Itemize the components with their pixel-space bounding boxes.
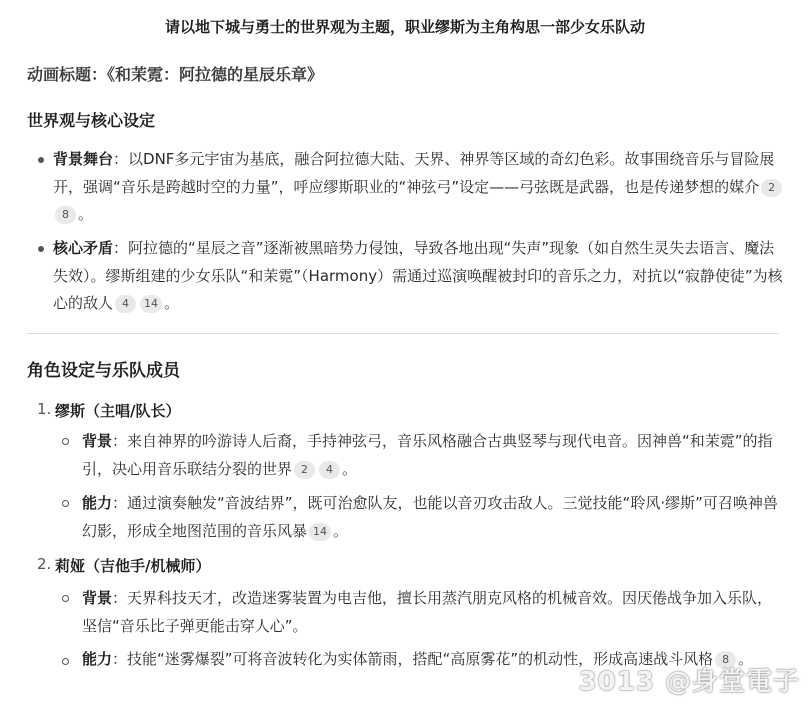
- citation-badge[interactable]: 14: [140, 295, 162, 313]
- bullet-dot-icon: [38, 246, 44, 252]
- world-bullet-conflict: [53, 235, 788, 318]
- citation-badge[interactable]: 14: [309, 523, 331, 541]
- member-detail: [82, 585, 782, 640]
- user-prompt: 请以地下城与勇士的世界观为主题，职业缪斯为主角构思一部少女乐队动: [164, 18, 645, 36]
- circle-bullet-icon: [62, 500, 69, 507]
- bullet-dot-icon: [38, 157, 44, 163]
- detail-label: 能力: [82, 494, 113, 512]
- bullet-label: 核心矛盾: [53, 239, 114, 257]
- detail-text: ：天界科技天才，改造迷雾装置为电吉他，擅长用蒸汽朋克风格的机械音效。因厌倦战争加入乐队，坚信“音乐比子弹更能击穿人心”: [82, 589, 773, 635]
- world-heading: 世界观与核心设定: [27, 111, 156, 130]
- circle-bullet-icon: [62, 595, 69, 602]
- circle-bullet-icon: [62, 658, 69, 665]
- detail-tail: 。: [342, 459, 358, 478]
- detail-text: ：技能“迷雾爆裂”可将音波转化为实体箭雨，搭配“高原雾花”的机动性，形成高速战斗风格: [112, 650, 714, 668]
- bullet-text: ：以DNF多元宇宙为基底，融合阿拉德大陆、天界、神界等区域的奇幻色彩。故事围绕音乐与冒险展开，强调“音乐是跨越时空的力量”，呼应缪斯职业的“神弦弓”设定——弓弦既是武器，也是传递梦想的媒介: [53, 150, 775, 196]
- citation-badge[interactable]: 8: [715, 651, 736, 669]
- member-detail: [82, 490, 782, 545]
- detail-label: 背景: [82, 432, 113, 450]
- citation-badge[interactable]: 4: [319, 461, 340, 479]
- detail-text: ：通过演奏触发“音波结界”，既可治愈队友，也能以音刃攻击敌人。三觉技能“聆风·缪斯”可召唤神兽幻影，形成全地图范围的音乐风暴: [82, 494, 778, 540]
- world-bullet-stage: [53, 146, 788, 229]
- roles-heading: 角色设定与乐队成员: [27, 361, 180, 381]
- detail-tail: 。: [292, 616, 308, 635]
- bullet-text: ：阿拉德的“星辰之音”逐渐被黑暗势力侵蚀，导致各地出现“失声”现象（如自然生灵失去语言、魔法失效）。缪斯组建的少女乐队“和茉霓”（Harmony）需通过巡演唤醒被封印的音乐之力，对抗以“寂静使徒”为核心的敌人: [53, 239, 783, 312]
- detail-text: ：来自神界的吟游诗人后裔，手持神弦弓，音乐风格融合古典竖琴与现代电音。因神兽“和茉霓”的指引，决心用音乐联结分裂的世界: [82, 432, 773, 478]
- bullet-tail: 。: [78, 205, 94, 223]
- detail-label: 能力: [82, 650, 113, 668]
- anime-title: 动画标题：《和茉霓：阿拉德的星辰乐章》: [27, 65, 324, 84]
- member-title: 莉娅（吉他手/机械师）: [55, 557, 211, 575]
- citation-badge[interactable]: 4: [115, 295, 136, 313]
- section-divider: [27, 333, 779, 334]
- list-number: 1.: [37, 400, 52, 418]
- citation-badge[interactable]: 8: [55, 206, 76, 224]
- detail-tail: 。: [738, 650, 754, 668]
- detail-tail: 。: [333, 521, 349, 540]
- member-detail: [82, 428, 782, 483]
- member-title: 缪斯（主唱/队长）: [55, 402, 181, 420]
- watermark: 3013 @身堂電子: [578, 667, 800, 697]
- bullet-label: 背景舞台: [53, 150, 114, 168]
- citation-badge[interactable]: 2: [761, 179, 782, 197]
- list-number: 2.: [37, 555, 52, 573]
- citation-badge[interactable]: 2: [294, 461, 315, 479]
- bullet-tail: 。: [164, 294, 180, 312]
- circle-bullet-icon: [62, 438, 69, 445]
- detail-label: 背景: [82, 589, 113, 607]
